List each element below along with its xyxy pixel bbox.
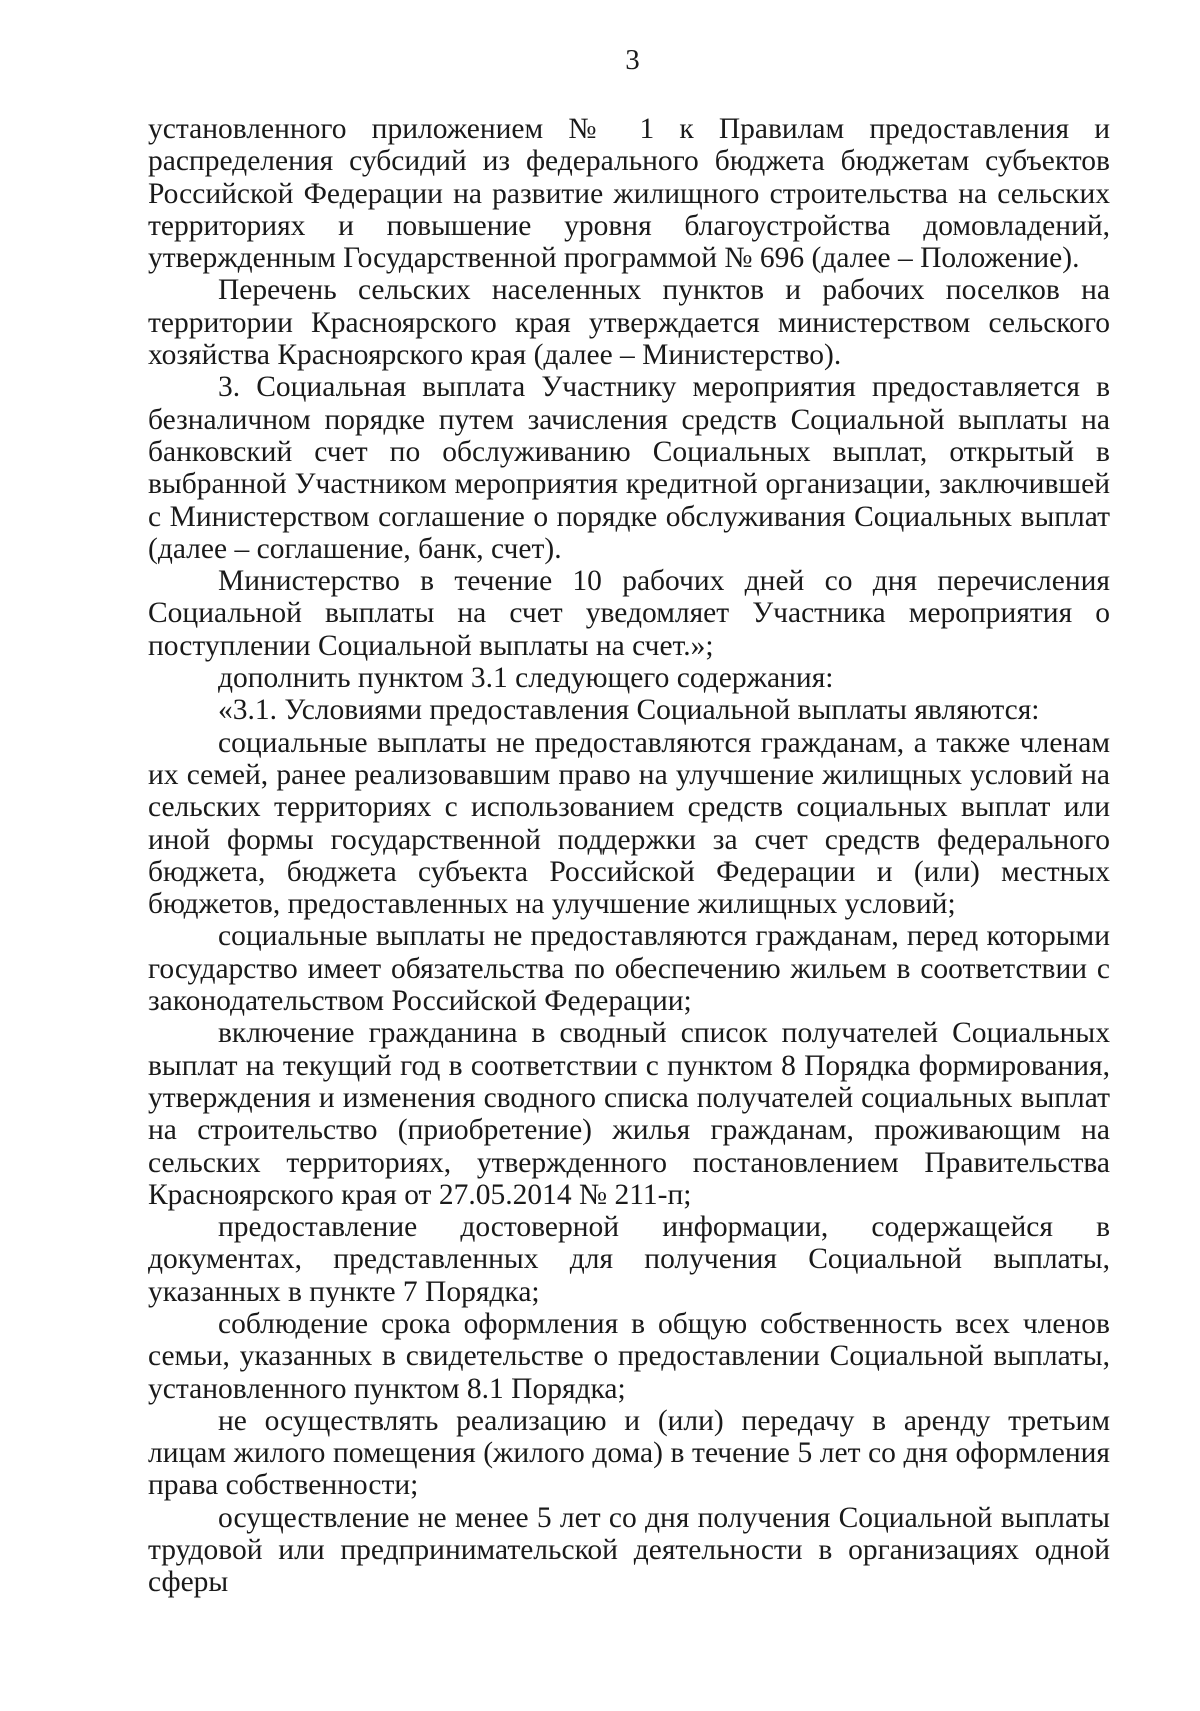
paragraph: предоставление достоверной информации, содержащейся в документах, представленных для получения Социальной выплаты, указанных в пункте 7 Порядка; xyxy=(148,1211,1110,1308)
paragraph: социальные выплаты не предоставляются гражданам, перед которыми государство имеет обязательства по обеспечению жильем в соответствии с законодательством Российской Федерации; xyxy=(148,920,1110,1018)
paragraph: дополнить пунктом 3.1 следующего содержания: xyxy=(218,662,834,695)
paragraph: «3.1. Условиями предоставления Социальной выплаты являются: xyxy=(218,694,1040,727)
document-body xyxy=(148,113,1110,1599)
paragraph: установленного приложением № 1 к Правилам предоставления и распределения субсидий из федерального бюджета бюджетам субъектов Российской Федерации на развитие жилищного строительства на сельских территориях и повышение уровня благоустройства домовладений, утвержденным Государственной программой № 696 (далее – Положение). xyxy=(148,113,1110,275)
paragraph: не осуществлять реализацию и (или) передачу в аренду третьим лицам жилого помещения (жилого дома) в течение 5 лет со дня оформления права собственности; xyxy=(148,1404,1110,1502)
paragraph: включение гражданина в сводный список получателей Социальных выплат на текущий год в соответствии с пунктом 8 Порядка формирования, утверждения и изменения сводного списка получателей социальных выплат на строительство (приобретение) жилья гражданам, проживающим на сельских территориях, утвержденного постановлением Правительства Красноярского края от 27.05.2014 № 211-п; xyxy=(148,1017,1110,1211)
paragraph: осуществление не менее 5 лет со дня получения Социальной выплаты трудовой или предпринимательской деятельности в организациях одной сферы xyxy=(148,1501,1110,1599)
paragraph: Министерство в течение 10 рабочих дней со дня перечисления Социальной выплаты на счет уведомляет Участника мероприятия о поступлении Социальной выплаты на счет.»; xyxy=(148,565,1110,662)
paragraph: соблюдение срока оформления в общую собственность всех членов семьи, указанных в свидетельстве о предоставлении Социальной выплаты, установленного пунктом 8.1 Порядка; xyxy=(148,1307,1110,1405)
paragraph: социальные выплаты не предоставляются гражданам, а также членам их семей, ранее реализовавшим право на улучшение жилищных условий на сельских территориях с использованием средств социальных выплат или иной формы государственной поддержки за счет средств федерального бюджета, бюджета субъекта Российской Федерации и (или) местных бюджетов, предоставленных на улучшение жилищных условий; xyxy=(148,726,1110,921)
paragraph: Перечень сельских населенных пунктов и рабочих поселков на территории Красноярского края утверждается министерством сельского хозяйства Красноярского края (далее – Министерство). xyxy=(148,274,1110,372)
paragraph: 3. Социальная выплата Участнику мероприятия предоставляется в безналичном порядке путем зачисления средств Социальной выплаты на банковский счет по обслуживанию Социальных выплат, открытый в выбранной Участником мероприятия кредитной организации, заключившей с Министерством соглашение о порядке обслуживания Социальных выплат (далее – соглашение, банк, счет). xyxy=(148,371,1110,565)
page-number: 3 xyxy=(625,44,640,76)
